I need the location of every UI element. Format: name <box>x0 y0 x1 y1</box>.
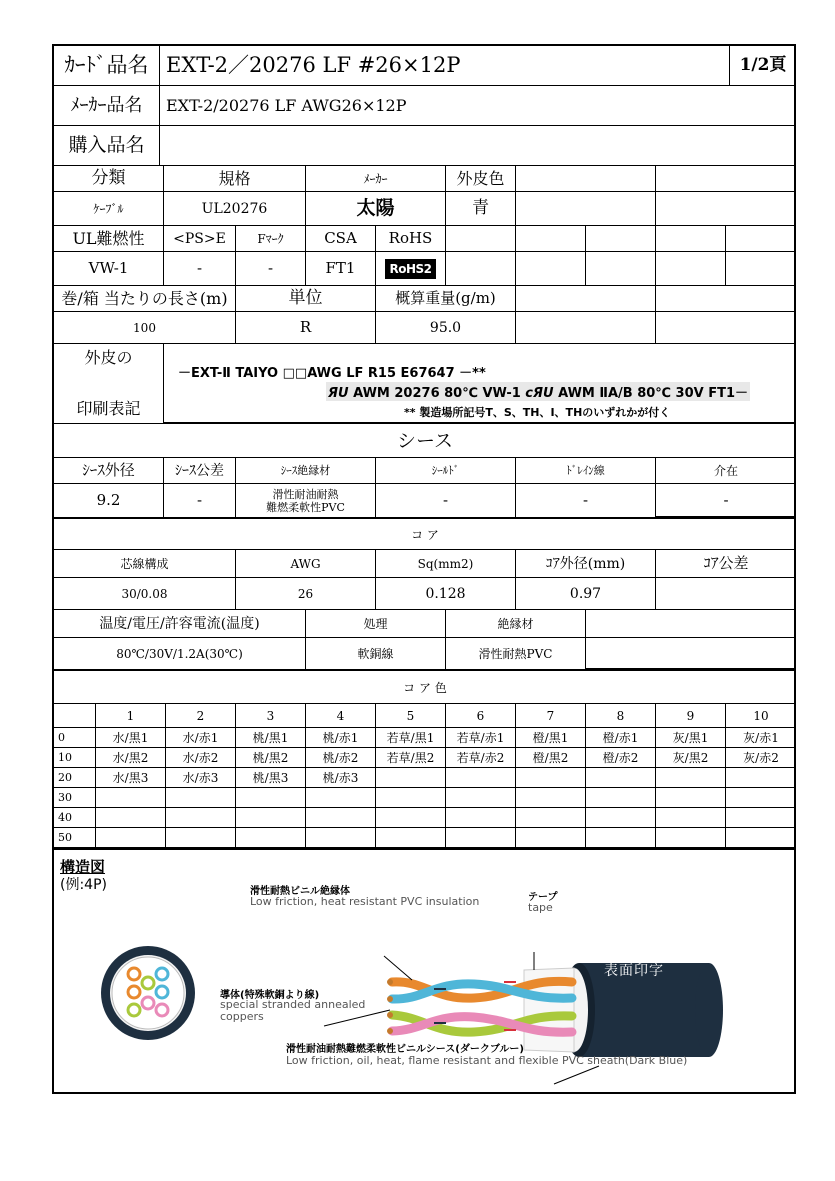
pse-header: <PS>E <box>164 226 236 252</box>
print-label-bottom: 印刷表記 <box>76 399 141 418</box>
color-cell: 桃/赤3 <box>306 768 376 788</box>
maker-value: 太陽 <box>306 192 446 226</box>
surface-print-label: 表面印字 <box>604 963 664 979</box>
color-cell: 橙/黒1 <box>516 728 586 748</box>
conductor-label-en1: special stranded annealed <box>220 998 366 1011</box>
color-cell <box>306 828 376 848</box>
spec-sheet <box>52 44 796 1094</box>
class-value: ｹｰﾌﾞﾙ <box>54 192 164 226</box>
f-mark-value: - <box>236 252 306 286</box>
color-row-label: 10 <box>54 748 96 768</box>
blank-cell <box>656 166 796 192</box>
color-cell <box>726 828 796 848</box>
core-tol-value <box>656 578 796 610</box>
color-cell <box>516 828 586 848</box>
divider <box>54 669 796 671</box>
length-header: 巻/箱 当たりの長さ(m) <box>54 286 236 312</box>
color-column-header: 1 <box>96 704 166 728</box>
color-cell <box>166 828 236 848</box>
color-cell <box>586 788 656 808</box>
blank-cell <box>656 312 796 344</box>
cul-logo-icon: cЯU <box>525 386 554 401</box>
color-cell: 若草/赤1 <box>446 728 516 748</box>
tape-label-en: tape <box>528 901 553 914</box>
color-cell <box>96 788 166 808</box>
core-struct-header: 芯線構成 <box>54 550 236 578</box>
rohs2-badge: RoHS2 <box>385 259 435 279</box>
color-cell <box>586 808 656 828</box>
print-line-2b-text: AWM ⅡA/B 80℃ 30V FT1－ <box>558 386 749 401</box>
color-cell: 灰/赤2 <box>726 748 796 768</box>
weight-header: 概算重量(g/m) <box>376 286 516 312</box>
color-cell <box>656 828 726 848</box>
color-column-header: 9 <box>656 704 726 728</box>
insulation-label-jp: 滑性耐熱ビニル絶縁体 <box>250 886 350 897</box>
core-title: コ ア <box>54 520 796 550</box>
core-color-title: コ ア 色 <box>54 672 796 704</box>
color-column-header: 7 <box>516 704 586 728</box>
color-column-header: 2 <box>166 704 236 728</box>
f-mark-header: Fﾏｰｸ <box>236 226 306 252</box>
color-cell: 橙/赤2 <box>586 748 656 768</box>
print-line-1: －EXT-Ⅱ TAIYO □□AWG LF R15 E67647 －** <box>178 366 486 381</box>
color-cell <box>236 808 306 828</box>
blank-cell <box>586 638 796 670</box>
sheath-insul-value <box>236 484 376 518</box>
awg-header: AWG <box>236 550 376 578</box>
blank-cell <box>516 226 586 252</box>
maker-name-label: ﾒｰｶｰ品名 <box>54 86 160 126</box>
print-line-2 <box>326 382 750 401</box>
color-column-header: 8 <box>586 704 656 728</box>
color-table-corner <box>54 704 96 728</box>
drain-header: ﾄﾞﾚｲﾝ線 <box>516 458 656 484</box>
color-cell <box>306 788 376 808</box>
rohs-header: RoHS <box>376 226 446 252</box>
color-cell: 水/赤3 <box>166 768 236 788</box>
color-cell <box>586 828 656 848</box>
color-column-header: 6 <box>446 704 516 728</box>
color-cell <box>446 808 516 828</box>
rating-value: 80℃/30V/1.2A(30℃) <box>54 638 306 670</box>
flame-header: UL難燃性 <box>54 226 164 252</box>
color-cell <box>236 828 306 848</box>
tape-label-jp: テープ <box>528 892 558 903</box>
drain-value: - <box>516 484 656 518</box>
rohs-cell <box>376 252 446 286</box>
csa-header: CSA <box>306 226 376 252</box>
core-struct-value: 30/0.08 <box>54 578 236 610</box>
structure-subtitle: (例:4P) <box>60 877 107 893</box>
purchase-name-label: 購入品名 <box>54 126 160 166</box>
color-cell <box>96 828 166 848</box>
color-row-label: 20 <box>54 768 96 788</box>
maker-header: ﾒｰｶｰ <box>306 166 446 192</box>
weight-value: 95.0 <box>376 312 516 344</box>
page-number: 1/2頁 <box>730 46 796 86</box>
unit-value: R <box>236 312 376 344</box>
jacket-color-header: 外皮色 <box>446 166 516 192</box>
blank-cell <box>446 252 516 286</box>
color-column-header: 4 <box>306 704 376 728</box>
color-cell <box>586 768 656 788</box>
print-label <box>54 344 164 424</box>
maker-name-value: EXT-2/20276 LF AWG26×12P <box>160 86 796 126</box>
color-cell <box>376 828 446 848</box>
color-cell: 若草/黒1 <box>376 728 446 748</box>
color-cell <box>516 768 586 788</box>
blank-cell <box>516 312 656 344</box>
standard-header: 規格 <box>164 166 306 192</box>
color-cell <box>726 768 796 788</box>
color-column-header: 5 <box>376 704 446 728</box>
csa-value: FT1 <box>306 252 376 286</box>
color-cell: 若草/赤2 <box>446 748 516 768</box>
color-cell: 灰/黒1 <box>656 728 726 748</box>
card-name-value: EXT-2／20276 LF #26×12P <box>160 46 730 86</box>
sheath-insul-line1: 滑性耐油耐熱 <box>272 487 339 501</box>
blank-cell <box>446 226 516 252</box>
conductor-label-en2: coppers <box>220 1010 264 1023</box>
jacket-color-value: 青 <box>446 192 516 226</box>
color-cell: 灰/赤1 <box>726 728 796 748</box>
color-cell: 水/黒1 <box>96 728 166 748</box>
card-name-label: ｶｰﾄﾞ品名 <box>54 46 160 86</box>
color-cell: 桃/黒3 <box>236 768 306 788</box>
sheath-tol-header: ｼｰｽ公差 <box>164 458 236 484</box>
cross-section-icon <box>101 946 195 1040</box>
color-cell: 橙/黒2 <box>516 748 586 768</box>
color-cell: 桃/黒1 <box>236 728 306 748</box>
blank-cell <box>726 226 796 252</box>
color-row-label: 0 <box>54 728 96 748</box>
insulation-header: 絶縁材 <box>446 610 586 638</box>
blank-cell <box>656 252 726 286</box>
purchase-name-value <box>160 126 796 166</box>
color-cell <box>516 808 586 828</box>
color-cell: 桃/赤1 <box>306 728 376 748</box>
blank-cell <box>586 610 796 638</box>
class-header: 分類 <box>54 166 164 192</box>
sheath-title: シース <box>54 426 796 458</box>
blank-cell <box>586 252 656 286</box>
color-cell <box>656 768 726 788</box>
blank-cell <box>656 286 796 312</box>
sheath-label-jp: 滑性耐油耐熱難燃柔軟性ビニルシース(ダークブルー) <box>286 1044 524 1055</box>
insulation-value: 滑性耐熱PVC <box>446 638 586 670</box>
blank-cell <box>656 192 796 226</box>
color-cell <box>726 788 796 808</box>
color-row-label: 40 <box>54 808 96 828</box>
color-cell <box>166 808 236 828</box>
sq-header: Sq(mm2) <box>376 550 516 578</box>
color-cell: 若草/黒2 <box>376 748 446 768</box>
conductor-label-jp: 導体(特殊軟銅より線) <box>220 990 320 1001</box>
sheath-od-header: ｼｰｽ外径 <box>54 458 164 484</box>
divider <box>54 848 796 850</box>
length-value: 100 <box>54 312 236 344</box>
color-cell: 水/赤1 <box>166 728 236 748</box>
sheath-tol-value: - <box>164 484 236 518</box>
color-row-label: 30 <box>54 788 96 808</box>
filler-value: - <box>656 484 796 518</box>
core-od-header: ｺｱ外径(mm) <box>516 550 656 578</box>
color-cell: 水/黒2 <box>96 748 166 768</box>
blank-cell <box>656 226 726 252</box>
standard-value: UL20276 <box>164 192 306 226</box>
color-cell <box>726 808 796 828</box>
color-cell <box>166 788 236 808</box>
color-cell: 水/赤2 <box>166 748 236 768</box>
color-cell <box>376 768 446 788</box>
color-cell <box>656 808 726 828</box>
color-cell: 灰/黒2 <box>656 748 726 768</box>
flame-value: VW-1 <box>54 252 164 286</box>
awg-value: 26 <box>236 578 376 610</box>
blank-cell <box>516 252 586 286</box>
color-cell <box>446 788 516 808</box>
sheath-insul-line2: 難燃柔軟性PVC <box>266 500 345 514</box>
pse-value: - <box>164 252 236 286</box>
filler-header: 介在 <box>656 458 796 484</box>
color-cell: 水/黒3 <box>96 768 166 788</box>
color-cell <box>96 808 166 828</box>
structure-title: 構造図 <box>60 858 106 876</box>
blank-cell <box>516 192 656 226</box>
core-tol-header: ｺｱ公差 <box>656 550 796 578</box>
sheath-label-en: Low friction, oil, heat, flame resistant and flexible PVC sheath(Dark Blue) <box>286 1054 688 1067</box>
print-line-2-text: AWM 20276 80℃ VW-1 <box>353 386 526 401</box>
core-od-value: 0.97 <box>516 578 656 610</box>
sheath-insul-header: ｼｰｽ絶縁材 <box>236 458 376 484</box>
sq-value: 0.128 <box>376 578 516 610</box>
blank-cell <box>516 286 656 312</box>
color-cell <box>376 808 446 828</box>
color-cell <box>236 788 306 808</box>
insulation-label-en: Low friction, heat resistant PVC insulation <box>250 895 480 908</box>
color-cell <box>446 768 516 788</box>
color-column-header: 3 <box>236 704 306 728</box>
blank-cell <box>726 252 796 286</box>
color-cell <box>446 828 516 848</box>
color-cell: 桃/黒2 <box>236 748 306 768</box>
color-cell <box>516 788 586 808</box>
color-cell <box>306 808 376 828</box>
blank-cell <box>516 166 656 192</box>
unit-header: 単位 <box>236 286 376 312</box>
color-column-header: 10 <box>726 704 796 728</box>
color-cell: 桃/赤2 <box>306 748 376 768</box>
color-cell: 橙/赤1 <box>586 728 656 748</box>
color-cell <box>376 788 446 808</box>
shield-header: ｼｰﾙﾄﾞ <box>376 458 516 484</box>
blank-cell <box>586 226 656 252</box>
ul-logo-icon: ЯU <box>328 386 349 401</box>
rating-header: 温度/電圧/許容電流(温度) <box>54 610 306 638</box>
divider <box>54 517 796 519</box>
treatment-header: 処理 <box>306 610 446 638</box>
shield-value: - <box>376 484 516 518</box>
print-line-3: ** 製造場所記号T、S、TH、I、THのいずれかが付く <box>404 406 671 419</box>
treatment-value: 軟銅線 <box>306 638 446 670</box>
color-cell <box>656 788 726 808</box>
print-label-top: 外皮の <box>84 348 133 367</box>
sheath-od-value: 9.2 <box>54 484 164 518</box>
color-row-label: 50 <box>54 828 96 848</box>
